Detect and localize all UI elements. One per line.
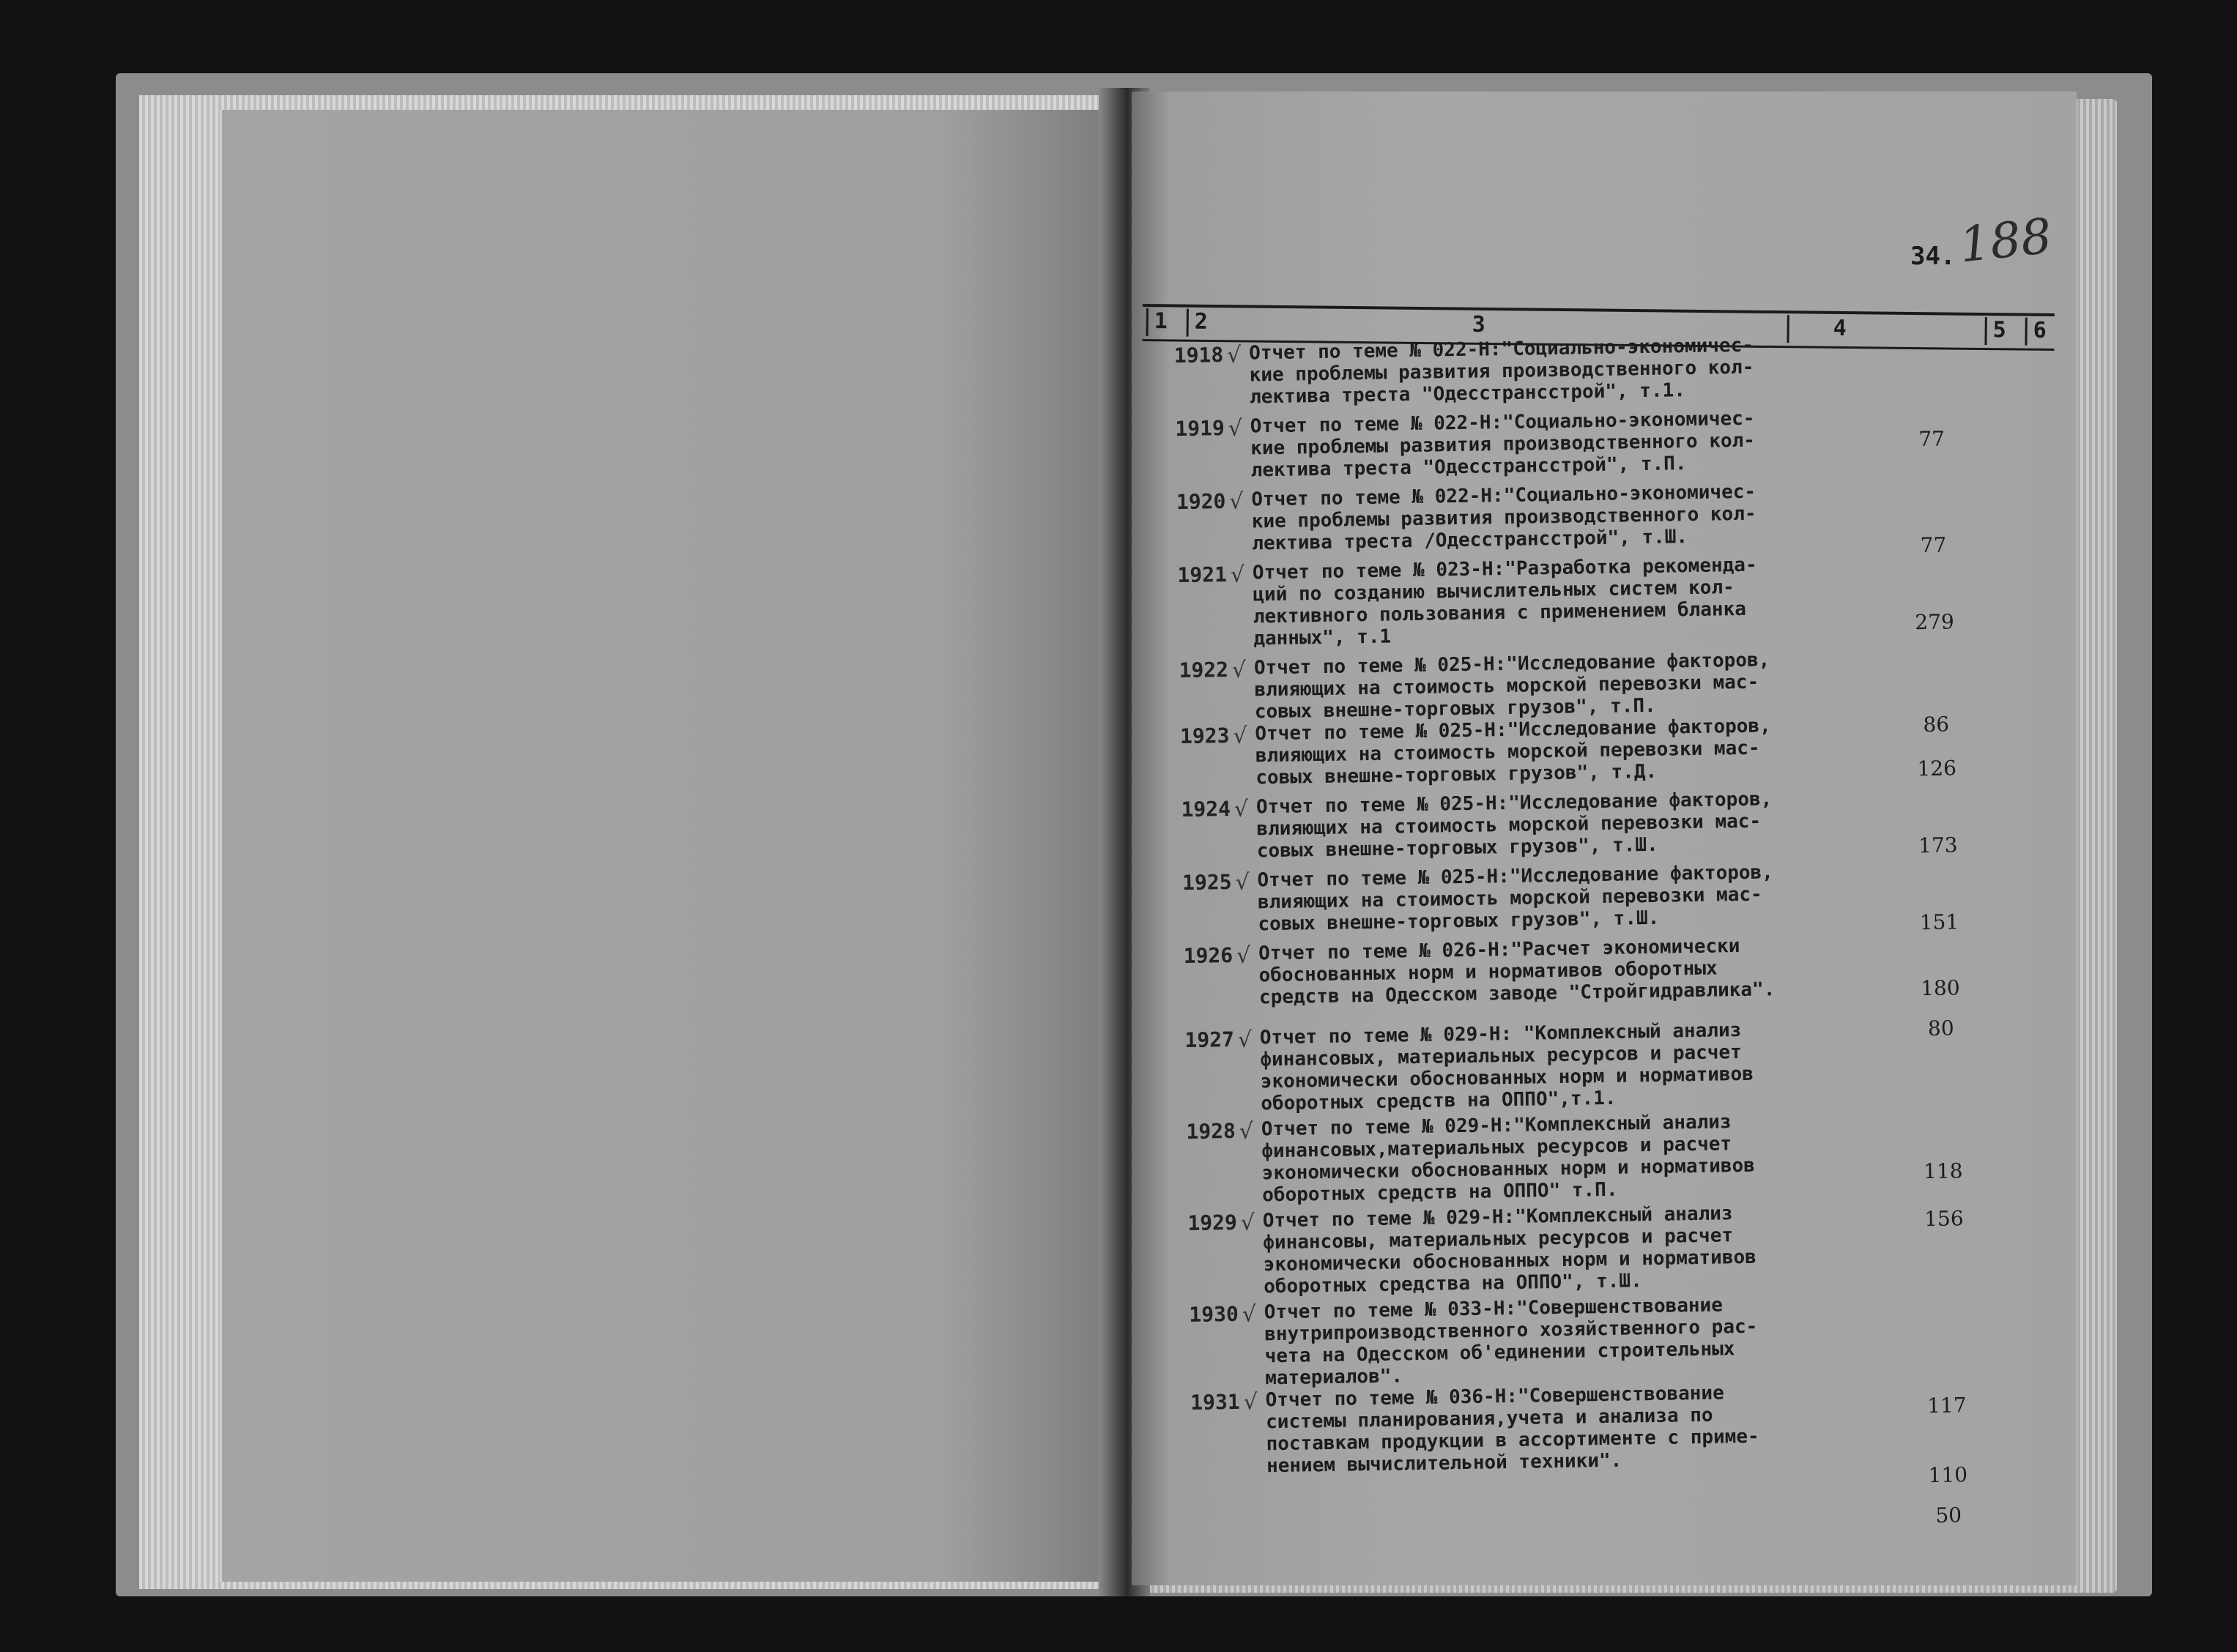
description-line: совых внешне-торговых грузов", т.Ш.	[1258, 907, 1660, 936]
page-count: 151	[1919, 909, 1959, 935]
row-number: 1929	[1187, 1210, 1238, 1235]
row-description	[1255, 714, 1841, 789]
description-line: оборотных средства на ОППО", т.Ш.	[1264, 1270, 1642, 1298]
description-line: кие проблемы развития производственного кол-	[1250, 429, 1756, 460]
check-mark: √	[1239, 1118, 1254, 1145]
page-count: 118	[1923, 1158, 1963, 1184]
table-row	[1138, 710, 2083, 791]
row-description	[1256, 787, 1843, 863]
description-line: оборотных средств на ОППО" т.П.	[1262, 1178, 1618, 1207]
check-mark: √	[1228, 415, 1243, 442]
row-number	[1154, 1514, 1242, 1516]
description-line: лектива треста /Одесстрансстрой", т.Ш.	[1252, 526, 1688, 555]
row-description	[1251, 480, 1838, 555]
description-line: влияющих на стоимость морской перевозки мас-	[1254, 671, 1759, 702]
table-row	[1133, 403, 2079, 483]
right-page	[1132, 92, 2077, 1585]
table-row	[1140, 857, 2085, 937]
description-line: Отчет по теме № 023-Н:"Разработка рекоменда-	[1252, 554, 1757, 584]
description-line: экономически обоснованных норм и нормативов	[1260, 1063, 1754, 1093]
table-row	[1134, 476, 2080, 557]
row-number: 1919	[1175, 416, 1225, 442]
description-line: данных", т.1	[1253, 625, 1392, 650]
description-line: влияющих на стоимость морской перевозки мас-	[1255, 737, 1760, 767]
page-count: 86	[1923, 712, 1950, 737]
description-line: чета на Одесском об'единении строительных	[1264, 1338, 1735, 1368]
description-line: финансовых, материальных ресурсов и расчет	[1260, 1041, 1742, 1071]
row-description	[1253, 553, 1840, 650]
row-description	[1264, 1292, 1852, 1390]
description-line: Отчет по теме № 033-Н:"Совершенствование	[1264, 1294, 1724, 1324]
check-mark: √	[1236, 942, 1251, 969]
check-mark: √	[1235, 869, 1250, 896]
row-description	[1261, 1109, 1849, 1207]
description-line: материалов".	[1264, 1365, 1403, 1390]
description-line: обоснованных норм и нормативов оборотных	[1258, 957, 1718, 987]
description-line: экономически обоснованных норм и нормативов	[1261, 1154, 1756, 1185]
description-line: внутрипроизводственного хозяйственного рас-	[1264, 1315, 1758, 1346]
archive-number-handwritten: 188	[1956, 207, 2055, 274]
page-count: 77	[1920, 532, 1947, 558]
row-description	[1260, 1018, 1847, 1115]
page-count: 279	[1915, 609, 1955, 635]
row-description	[1258, 934, 1845, 1009]
table-row	[1144, 1106, 2091, 1208]
description-line: Отчет по теме № 022-Н:"Социально-экономичес-	[1251, 480, 1756, 511]
check-mark: √	[1230, 562, 1245, 588]
header-col-1: 1	[1146, 308, 1168, 336]
row-description	[1265, 1380, 1852, 1478]
page-count: 110	[1928, 1462, 1968, 1488]
row-description	[1257, 860, 1844, 936]
description-line: финансовы, материальных ресурсов и расчет	[1263, 1224, 1734, 1254]
description-line: кие проблемы развития производственного кол-	[1251, 502, 1756, 533]
row-number: 1920	[1176, 489, 1226, 515]
header-col-3: 3	[1472, 311, 1485, 338]
description-line: Отчет по теме № 025-Н:"Исследование факторов,	[1255, 788, 1773, 819]
description-line: оборотных средств на ОППО",т.1.	[1261, 1087, 1617, 1115]
row-number: 1922	[1179, 657, 1229, 683]
page-count: 117	[1926, 1393, 1967, 1418]
description-line: поставкам продукции в ассортименте с приме-	[1266, 1425, 1759, 1456]
check-mark: √	[1229, 488, 1244, 515]
page-count: 77	[1918, 426, 1945, 452]
description-line: Отчет по теме № 036-Н:"Совершенствование	[1265, 1382, 1724, 1412]
table-row	[1141, 930, 2087, 1011]
row-number: 1930	[1189, 1301, 1239, 1327]
description-line: Отчет по теме № 022-Н:"Социально-экономичес-	[1248, 334, 1754, 365]
description-line: Отчет по теме № 029-Н:"Комплексный анализ	[1261, 1111, 1732, 1141]
check-mark: √	[1237, 1027, 1253, 1053]
header-col-4: 4	[1787, 315, 1965, 345]
table-row	[1146, 1197, 2092, 1300]
description-line: совых внешне-торговых грузов", т.Ш.	[1256, 833, 1658, 863]
row-number: 1918	[1173, 343, 1224, 368]
check-mark: √	[1226, 342, 1242, 368]
header-col-5: 5	[1984, 317, 2006, 345]
table-row	[1132, 330, 2077, 410]
row-number: 1924	[1181, 796, 1231, 822]
description-line: Отчет по теме № 029-Н: "Комплексный анализ	[1259, 1019, 1742, 1049]
description-line: влияющих на стоимость морской перевозки мас-	[1257, 883, 1762, 914]
row-number: 1931	[1190, 1389, 1240, 1415]
description-line: системы планирования,учета и анализа по	[1265, 1404, 1713, 1434]
row-description	[1267, 1505, 1853, 1514]
check-mark: √	[1231, 657, 1247, 683]
row-number: 1926	[1183, 942, 1233, 968]
check-mark: √	[1242, 1301, 1257, 1328]
table-row	[1139, 784, 2085, 864]
description-line: экономически обоснованных норм и нормативов	[1263, 1246, 1757, 1276]
table-row	[1135, 549, 2082, 652]
description-line: Отчет по теме № 025-Н:"Исследование факторов,	[1255, 715, 1771, 745]
description-line: Отчет по теме № 025-Н:"Исследование факторов,	[1253, 649, 1770, 680]
left-page-blank	[220, 110, 1123, 1582]
page-count: 126	[1917, 756, 1957, 781]
description-line: совых внешне-торговых грузов", т.Д.	[1255, 760, 1658, 789]
row-description	[1263, 1201, 1850, 1298]
page-count	[1901, 331, 1959, 332]
page-number: 34.	[1910, 242, 1956, 271]
description-line: ций по созданию вычислительных систем кол-	[1253, 576, 1735, 606]
description-line: лектива треста "Одесстрансстрой", т.П.	[1250, 453, 1687, 482]
table-row	[1143, 1014, 2089, 1117]
table-row	[1150, 1501, 2095, 1528]
check-mark: √	[1233, 723, 1247, 749]
check-mark: √	[1240, 1210, 1255, 1236]
description-line: Отчет по теме № 025-Н:"Исследование факторов,	[1257, 861, 1774, 892]
check-mark: √	[1233, 796, 1249, 822]
row-description	[1254, 648, 1841, 723]
page-count: 180	[1920, 975, 1960, 1001]
row-number: 1923	[1179, 723, 1230, 749]
description-line: лектива треста "Одесстрансстрой", т.1.	[1249, 379, 1686, 409]
check-mark: √	[1243, 1389, 1258, 1415]
row-number: 1928	[1186, 1118, 1236, 1144]
row-number: 1921	[1177, 562, 1228, 588]
table-row	[1148, 1377, 2094, 1488]
row-number: 1927	[1184, 1027, 1235, 1052]
description-line: Отчет по теме № 026-Н:"Расчет экономически	[1258, 935, 1740, 965]
page-count: 80	[1927, 1016, 1954, 1041]
description-line: финансовых,материальных ресурсов и расчет	[1261, 1133, 1732, 1163]
description-line: кие проблемы развития производственного кол-	[1249, 356, 1754, 387]
description-line: средств на Одесском заводе "Стройгидравлика".	[1258, 978, 1776, 1009]
header-col-2: 2	[1187, 309, 1208, 337]
description-line: совых внешне-торговых грузов", т.П.	[1254, 694, 1656, 723]
row-number: 1925	[1181, 869, 1232, 896]
description-line: Отчет по теме № 029-Н:"Комплексный анализ	[1262, 1202, 1733, 1232]
row-description	[1249, 333, 1836, 409]
page-count: 50	[1935, 1503, 1962, 1528]
description-line: лективного пользования с применением бланка	[1253, 598, 1747, 628]
row-description	[1250, 406, 1837, 482]
page-count: 156	[1923, 1206, 1964, 1232]
description-line: Отчет по теме № 022-Н:"Социально-экономичес-	[1250, 407, 1755, 438]
description-line: нением вычислительной техники".	[1266, 1449, 1622, 1478]
header-col-6: 6	[2025, 318, 2046, 346]
page-count: 173	[1918, 833, 1958, 858]
description-line: влияющих на стоимость морской перевозки мас-	[1256, 810, 1762, 841]
